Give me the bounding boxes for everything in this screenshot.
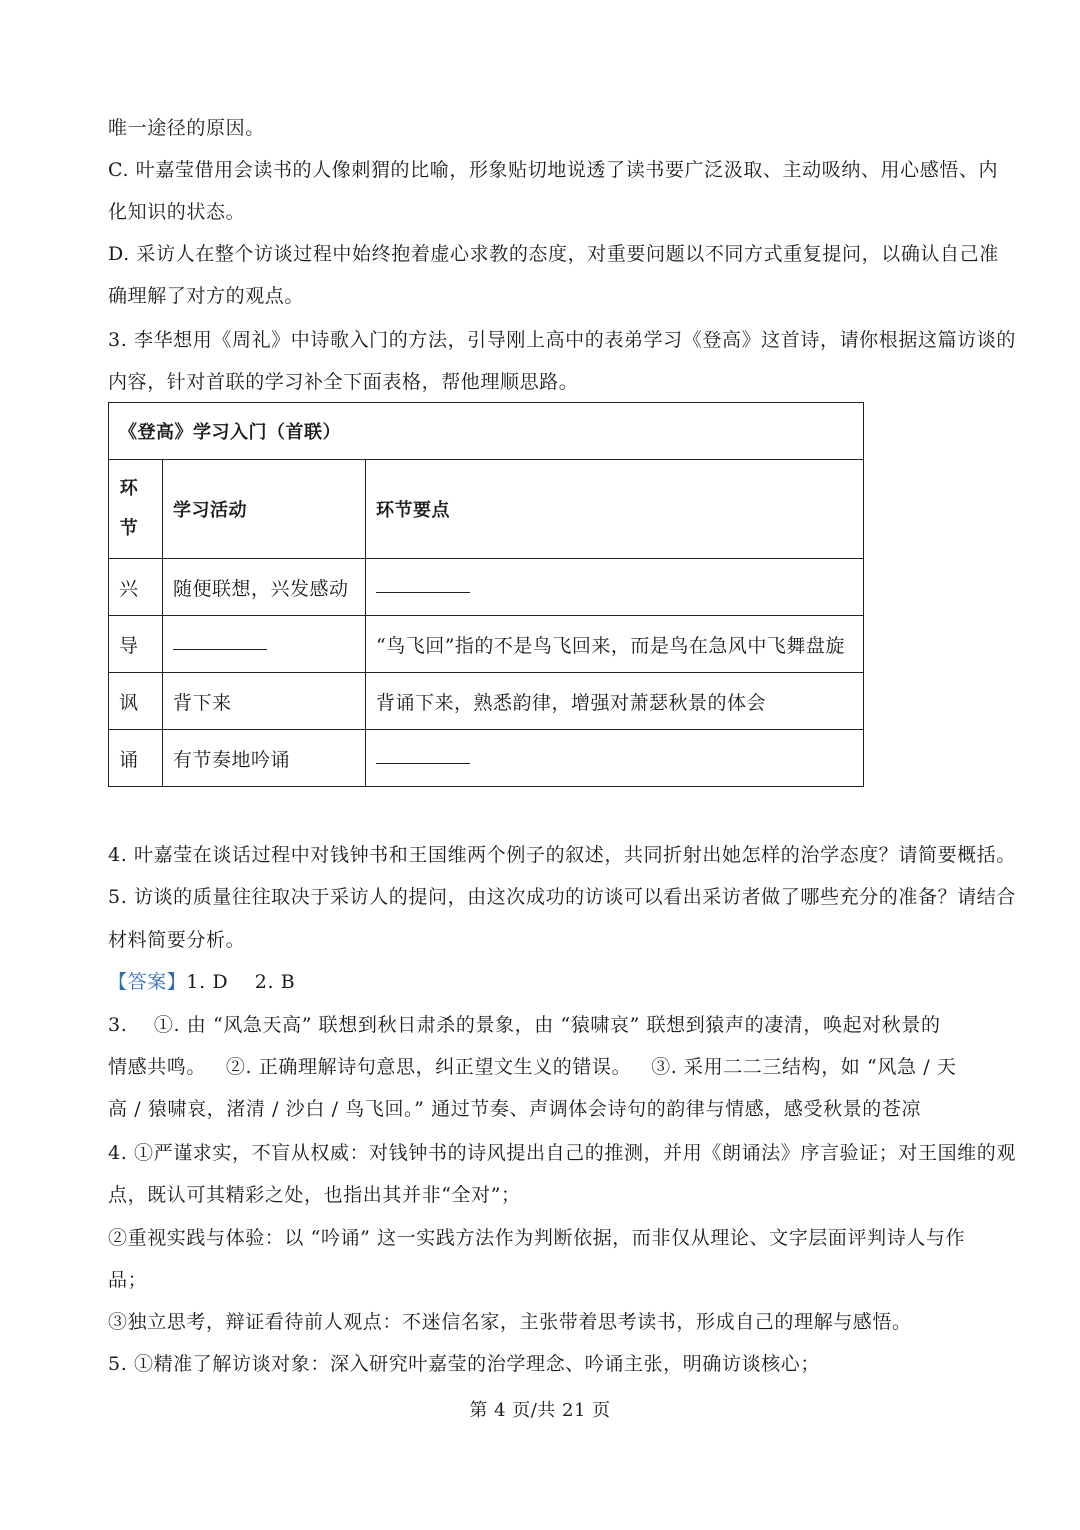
answer-4-line-5: ③独立思考，辩证看待前人观点：不迷信名家，主张带着思考读书，形成自己的理解与感悟。 bbox=[108, 1311, 912, 1333]
answer-blank bbox=[376, 576, 470, 593]
option-d-line-1: D. 采访人在整个访谈过程中始终抱着虚心求教的态度，对重要问题以不同方式重复提问，以确认自己准 bbox=[108, 243, 999, 265]
answer-3-line-1: 3. ①. 由 “风急天高” 联想到秋日肃杀的景象，由 “猿啸哀” 联想到猿声的凄清，唤起对秋景的 bbox=[108, 1014, 941, 1036]
question-3-line-1: 3. 李华想用《周礼》中诗歌入门的方法，引导刚上高中的表弟学习《登高》这首诗，请你根据这篇访谈的 bbox=[108, 329, 1016, 351]
row-activity: 有节奏地吟诵 bbox=[163, 730, 366, 787]
answer-4-line-3: ②重视实践与体验：以 “吟诵” 这一实践方法作为判断依据，而非仅从理论、文字层面评判诗人与作 bbox=[108, 1227, 966, 1249]
row-point: 背诵下来，熟悉韵律，增强对萧瑟秋景的体会 bbox=[366, 673, 864, 730]
answer-3-line-3: 高 / 猿啸哀，渚清 / 沙白 / 鸟飞回。” 通过节奏、声调体会诗句的韵律与情感，感受秋景的苍凉 bbox=[108, 1098, 922, 1120]
page-number: 第 4 页/共 21 页 bbox=[469, 1400, 611, 1421]
table-row bbox=[109, 730, 864, 787]
answer-blank bbox=[173, 633, 267, 650]
row-point: “鸟飞回”指的不是鸟飞回来，而是鸟在急风中飞舞盘旋 bbox=[366, 616, 864, 673]
header-stage bbox=[109, 460, 163, 559]
answer-5-line-1: 5. ①精准了解访谈对象：深入研究叶嘉莹的治学理念、吟诵主张，明确访谈核心； bbox=[108, 1353, 820, 1375]
answer-4-line-1: 4. ①严谨求实，不盲从权威：对钱钟书的诗风提出自己的推测，并用《朗诵法》序言验证；对王国维的观 bbox=[108, 1142, 1016, 1164]
header-stage-top: 环 bbox=[119, 478, 139, 499]
option-c-line-2: 化知识的状态。 bbox=[108, 201, 246, 223]
row-activity: 背下来 bbox=[163, 673, 366, 730]
answer-blank bbox=[376, 747, 470, 764]
question-3-line-2: 内容，针对首联的学习补全下面表格，帮他理顺思路。 bbox=[108, 371, 579, 393]
row-activity: 随便联想，兴发感动 bbox=[163, 559, 366, 616]
option-c-line-1: C. 叶嘉莹借用会读书的人像刺猬的比喻，形象贴切地说透了读书要广泛汲取、主动吸纳、用心感悟、内 bbox=[108, 159, 999, 181]
row-stage: 导 bbox=[109, 616, 163, 673]
answer-3-line-2: 情感共鸣。 ②. 正确理解诗句意思，纠正望文生义的错误。 ③. 采用二二三结构，如 “风急 / 天 bbox=[108, 1056, 957, 1078]
passage-line-1: 唯一途径的原因。 bbox=[108, 117, 265, 139]
question-4: 4. 叶嘉莹在谈话过程中对钱钟书和王国维两个例子的叙述，共同折射出她怎样的治学态度？请简要概括。 bbox=[108, 844, 1016, 866]
question-5-line-1: 5. 访谈的质量往往取决于采访人的提问，由这次成功的访谈可以看出采访者做了哪些充分的准备？请结合 bbox=[108, 886, 1016, 908]
answer-line bbox=[108, 970, 998, 994]
row-point bbox=[366, 730, 864, 787]
header-point: 环节要点 bbox=[366, 460, 864, 559]
header-activity: 学习活动 bbox=[163, 460, 366, 559]
answer-4-line-4: 品； bbox=[108, 1269, 148, 1291]
table-title: 《登高》学习入门（首联） bbox=[109, 403, 864, 460]
table-row bbox=[109, 673, 864, 730]
row-activity bbox=[163, 616, 366, 673]
table-row bbox=[109, 616, 864, 673]
header-stage-bottom: 节 bbox=[119, 518, 139, 539]
answer-tag: 【答案】 bbox=[108, 971, 187, 993]
row-stage: 讽 bbox=[109, 673, 163, 730]
answer-4-line-2: 点，既认可其精彩之处，也指出其并非“全对”； bbox=[108, 1184, 521, 1206]
option-d-line-2: 确理解了对方的观点。 bbox=[108, 285, 305, 307]
question-5-line-2: 材料简要分析。 bbox=[108, 929, 246, 951]
study-table bbox=[108, 402, 864, 787]
row-stage: 兴 bbox=[109, 559, 163, 616]
answer-1-2: 1. D 2. B bbox=[186, 971, 296, 993]
row-point bbox=[366, 559, 864, 616]
table-row bbox=[109, 559, 864, 616]
row-stage: 诵 bbox=[109, 730, 163, 787]
